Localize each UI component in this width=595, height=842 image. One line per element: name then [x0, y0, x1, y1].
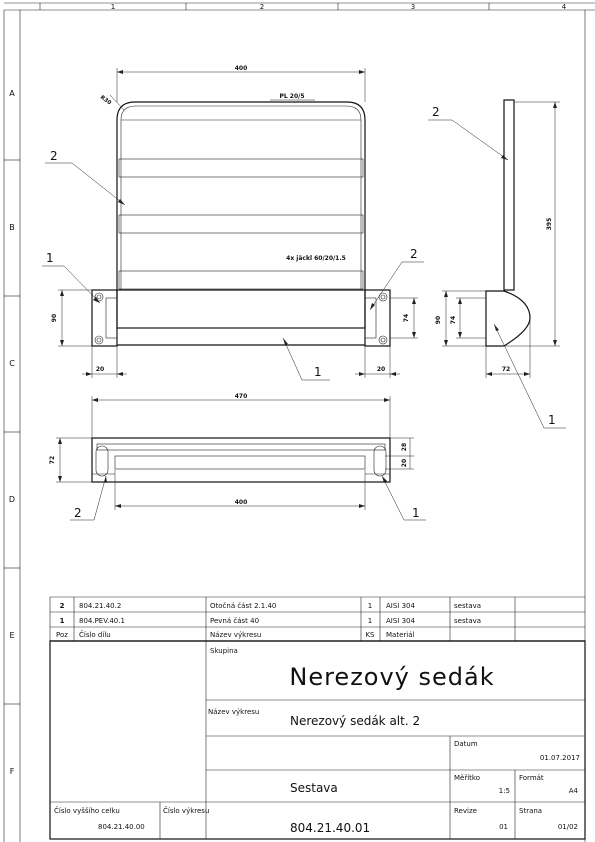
part-2-nazev: Otočná část 2.1.40	[210, 602, 277, 610]
front-label-2-right: 2	[410, 247, 418, 261]
side-dim-height: 395	[546, 217, 553, 231]
format-label: Formát	[519, 774, 544, 782]
header-ks: KS	[365, 631, 375, 639]
side-label-1: 1	[548, 413, 556, 427]
sestava-value: Sestava	[290, 781, 338, 795]
part-2-cislo: 804.21.40.2	[79, 602, 122, 610]
top-dim-20: 20	[401, 458, 408, 468]
top-dim-400: 400	[234, 499, 248, 506]
front-tubes-note: 4x jäckl 60/20/1.5	[286, 255, 346, 262]
front-label-1-bottom: 1	[314, 365, 322, 379]
zone-row-c: C	[9, 359, 15, 368]
revize-label: Revize	[454, 807, 477, 815]
zone-row-d: D	[8, 495, 16, 504]
part-2-material: AISI 304	[386, 602, 415, 610]
part-1-note: sestava	[454, 617, 482, 625]
side-label-2: 2	[432, 105, 440, 119]
side-dim-90: 90	[435, 315, 442, 325]
strana-value: 01/02	[557, 823, 578, 831]
top-dim-470: 470	[234, 393, 248, 400]
cislo-celku-value: 804.21.40.00	[98, 823, 145, 831]
cislo-vykresu-value: 804.21.40.01	[290, 821, 371, 835]
zone-labels	[9, 3, 567, 776]
part-2-note: sestava	[454, 602, 482, 610]
front-dim-20-left: 20	[95, 366, 105, 373]
zone-row-e: E	[9, 631, 15, 640]
revize-value: 01	[499, 823, 508, 831]
front-view	[42, 65, 424, 380]
part-1-nazev: Pevná část 40	[210, 617, 260, 625]
part-1-poz: 1	[59, 617, 65, 625]
front-label-2-left: 2	[50, 149, 58, 163]
front-plate-label: PL 20/5	[279, 93, 305, 100]
zone-row-b: B	[9, 223, 15, 232]
front-dim-20-right: 20	[376, 366, 386, 373]
front-label-1-left: 1	[46, 251, 54, 265]
front-dim-width: 400	[234, 65, 248, 72]
nazev-label: Název výkresu	[208, 708, 260, 716]
strana-label: Strana	[519, 807, 543, 815]
meritko-value: 1:5	[498, 787, 510, 795]
front-radius: R30	[98, 94, 113, 107]
skupina-label: Skupina	[210, 647, 238, 655]
front-dim-74-right: 74	[403, 313, 410, 323]
top-label-2: 2	[74, 506, 82, 520]
parts-list	[50, 597, 585, 641]
format-value: A4	[568, 787, 578, 795]
header-material: Materiál	[386, 631, 415, 639]
zone-row-f: F	[9, 767, 15, 776]
part-2-ks: 1	[367, 602, 373, 610]
side-dim-74: 74	[450, 315, 457, 325]
parts-row-2	[60, 602, 482, 610]
front-dim-90-left: 90	[51, 313, 58, 323]
parts-row-1	[60, 617, 482, 625]
datum-label: Datum	[454, 740, 478, 748]
zone-row-a: A	[9, 89, 15, 98]
part-1-cislo: 804.PEV.40.1	[79, 617, 125, 625]
nazev-value: Nerezový sedák alt. 2	[290, 714, 421, 728]
zone-col-4: 4	[561, 3, 567, 11]
meritko-label: Měřítko	[454, 774, 481, 782]
header-poz: Poz	[56, 631, 68, 639]
header-nazev: Název výkresu	[210, 631, 262, 639]
zone-col-3: 3	[410, 3, 416, 11]
skupina-value: Nerezový sedák	[289, 663, 495, 691]
cislo-celku-label: Číslo vyššího celku	[54, 807, 120, 815]
top-dim-28: 28	[401, 442, 408, 452]
header-cislo: Číslo dílu	[79, 631, 111, 639]
part-1-material: AISI 304	[386, 617, 415, 625]
zone-col-2: 2	[259, 3, 265, 11]
side-view	[428, 100, 566, 428]
part-2-poz: 2	[59, 602, 65, 610]
top-view	[49, 393, 426, 520]
top-dim-72: 72	[49, 455, 56, 465]
cislo-vykresu-label: Číslo výkresu	[163, 807, 210, 815]
side-dim-72: 72	[501, 366, 511, 373]
zone-col-1: 1	[110, 3, 116, 11]
datum-value: 01.07.2017	[539, 754, 580, 762]
top-label-1: 1	[412, 506, 420, 520]
part-1-ks: 1	[367, 617, 373, 625]
